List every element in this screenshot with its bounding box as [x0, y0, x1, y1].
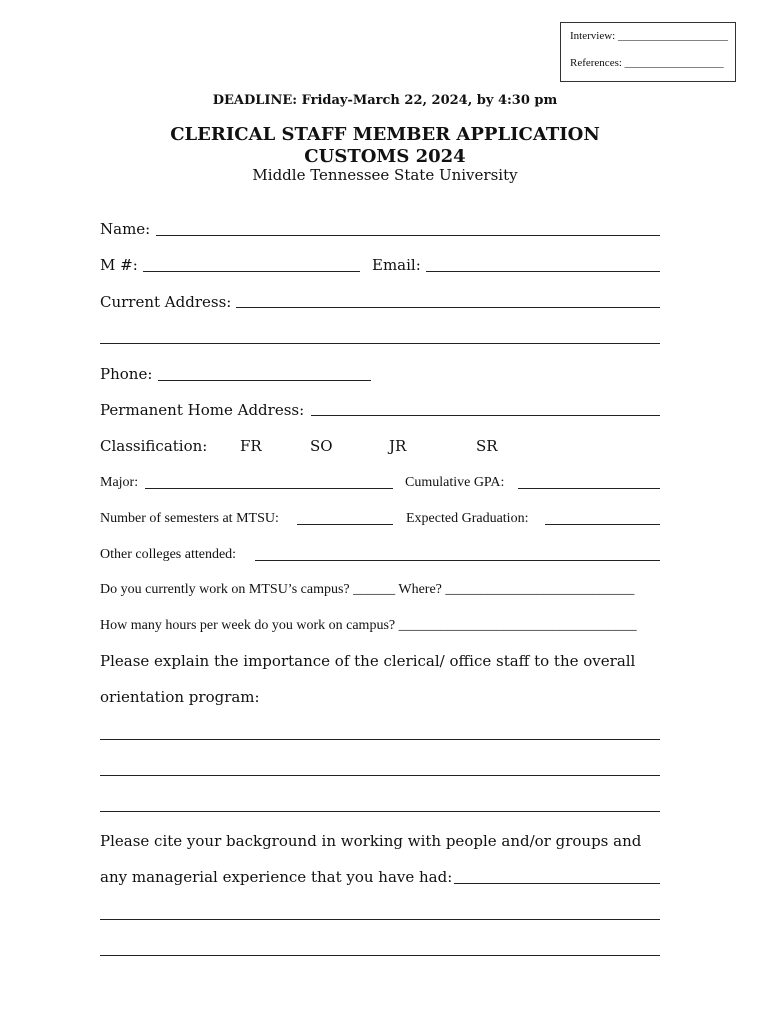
question-2-line-1: Please cite your background in working with people and/or groups and	[100, 832, 642, 850]
answer-2-line-1[interactable]	[100, 919, 660, 920]
question-1-line-1: Please explain the importance of the clerical/ office staff to the overall	[100, 652, 636, 670]
classification-label: Classification:	[100, 437, 208, 455]
m-number-input-line[interactable]	[143, 271, 360, 272]
current-address-label: Current Address:	[100, 293, 232, 311]
permanent-address-input-line[interactable]	[311, 415, 660, 416]
interview-field[interactable]: Interview: ____________________	[570, 30, 728, 42]
university-name: Middle Tennessee State University	[252, 166, 518, 184]
current-address-input-line-2[interactable]	[100, 343, 660, 344]
phone-input-line[interactable]	[158, 380, 371, 381]
semesters-input-line[interactable]	[297, 524, 393, 525]
graduation-label: Expected Graduation:	[406, 511, 529, 526]
answer-1-line-1[interactable]	[100, 739, 660, 740]
name-input-line[interactable]	[156, 235, 660, 236]
references-field[interactable]: References: __________________	[570, 57, 724, 69]
answer-1-line-3[interactable]	[100, 811, 660, 812]
office-use-box	[560, 22, 736, 82]
name-label: Name:	[100, 220, 151, 238]
form-subtitle: CUSTOMS 2024	[304, 146, 466, 167]
semesters-label: Number of semesters at MTSU:	[100, 511, 279, 526]
work-campus-question[interactable]: Do you currently work on MTSU’s campus? ______ Where? ___________________________	[100, 582, 635, 597]
answer-1-line-2[interactable]	[100, 775, 660, 776]
gpa-input-line[interactable]	[518, 488, 660, 489]
class-option-jr[interactable]: JR	[389, 437, 407, 455]
current-address-input-line[interactable]	[236, 307, 660, 308]
form-title: CLERICAL STAFF MEMBER APPLICATION	[170, 124, 600, 145]
class-option-so[interactable]: SO	[310, 437, 333, 455]
answer-2-line-2[interactable]	[100, 955, 660, 956]
major-input-line[interactable]	[145, 488, 393, 489]
email-label: Email:	[372, 256, 421, 274]
gpa-label: Cumulative GPA:	[405, 475, 505, 490]
hours-question[interactable]: How many hours per week do you work on campus? __________________________________	[100, 618, 637, 633]
answer-2-line-0[interactable]	[454, 883, 660, 884]
email-input-line[interactable]	[426, 271, 660, 272]
major-label: Major:	[100, 475, 139, 490]
permanent-address-label: Permanent Home Address:	[100, 401, 305, 419]
phone-label: Phone:	[100, 365, 153, 383]
deadline-text: DEADLINE: Friday-March 22, 2024, by 4:30 pm	[212, 93, 558, 108]
other-colleges-input-line[interactable]	[255, 560, 660, 561]
class-option-sr[interactable]: SR	[476, 437, 498, 455]
other-colleges-label: Other colleges attended:	[100, 547, 237, 562]
question-1-line-2: orientation program:	[100, 688, 260, 706]
graduation-input-line[interactable]	[545, 524, 660, 525]
class-option-fr[interactable]: FR	[240, 437, 262, 455]
question-2-line-2: any managerial experience that you have had:	[100, 868, 453, 886]
m-number-label: M #:	[100, 256, 138, 274]
